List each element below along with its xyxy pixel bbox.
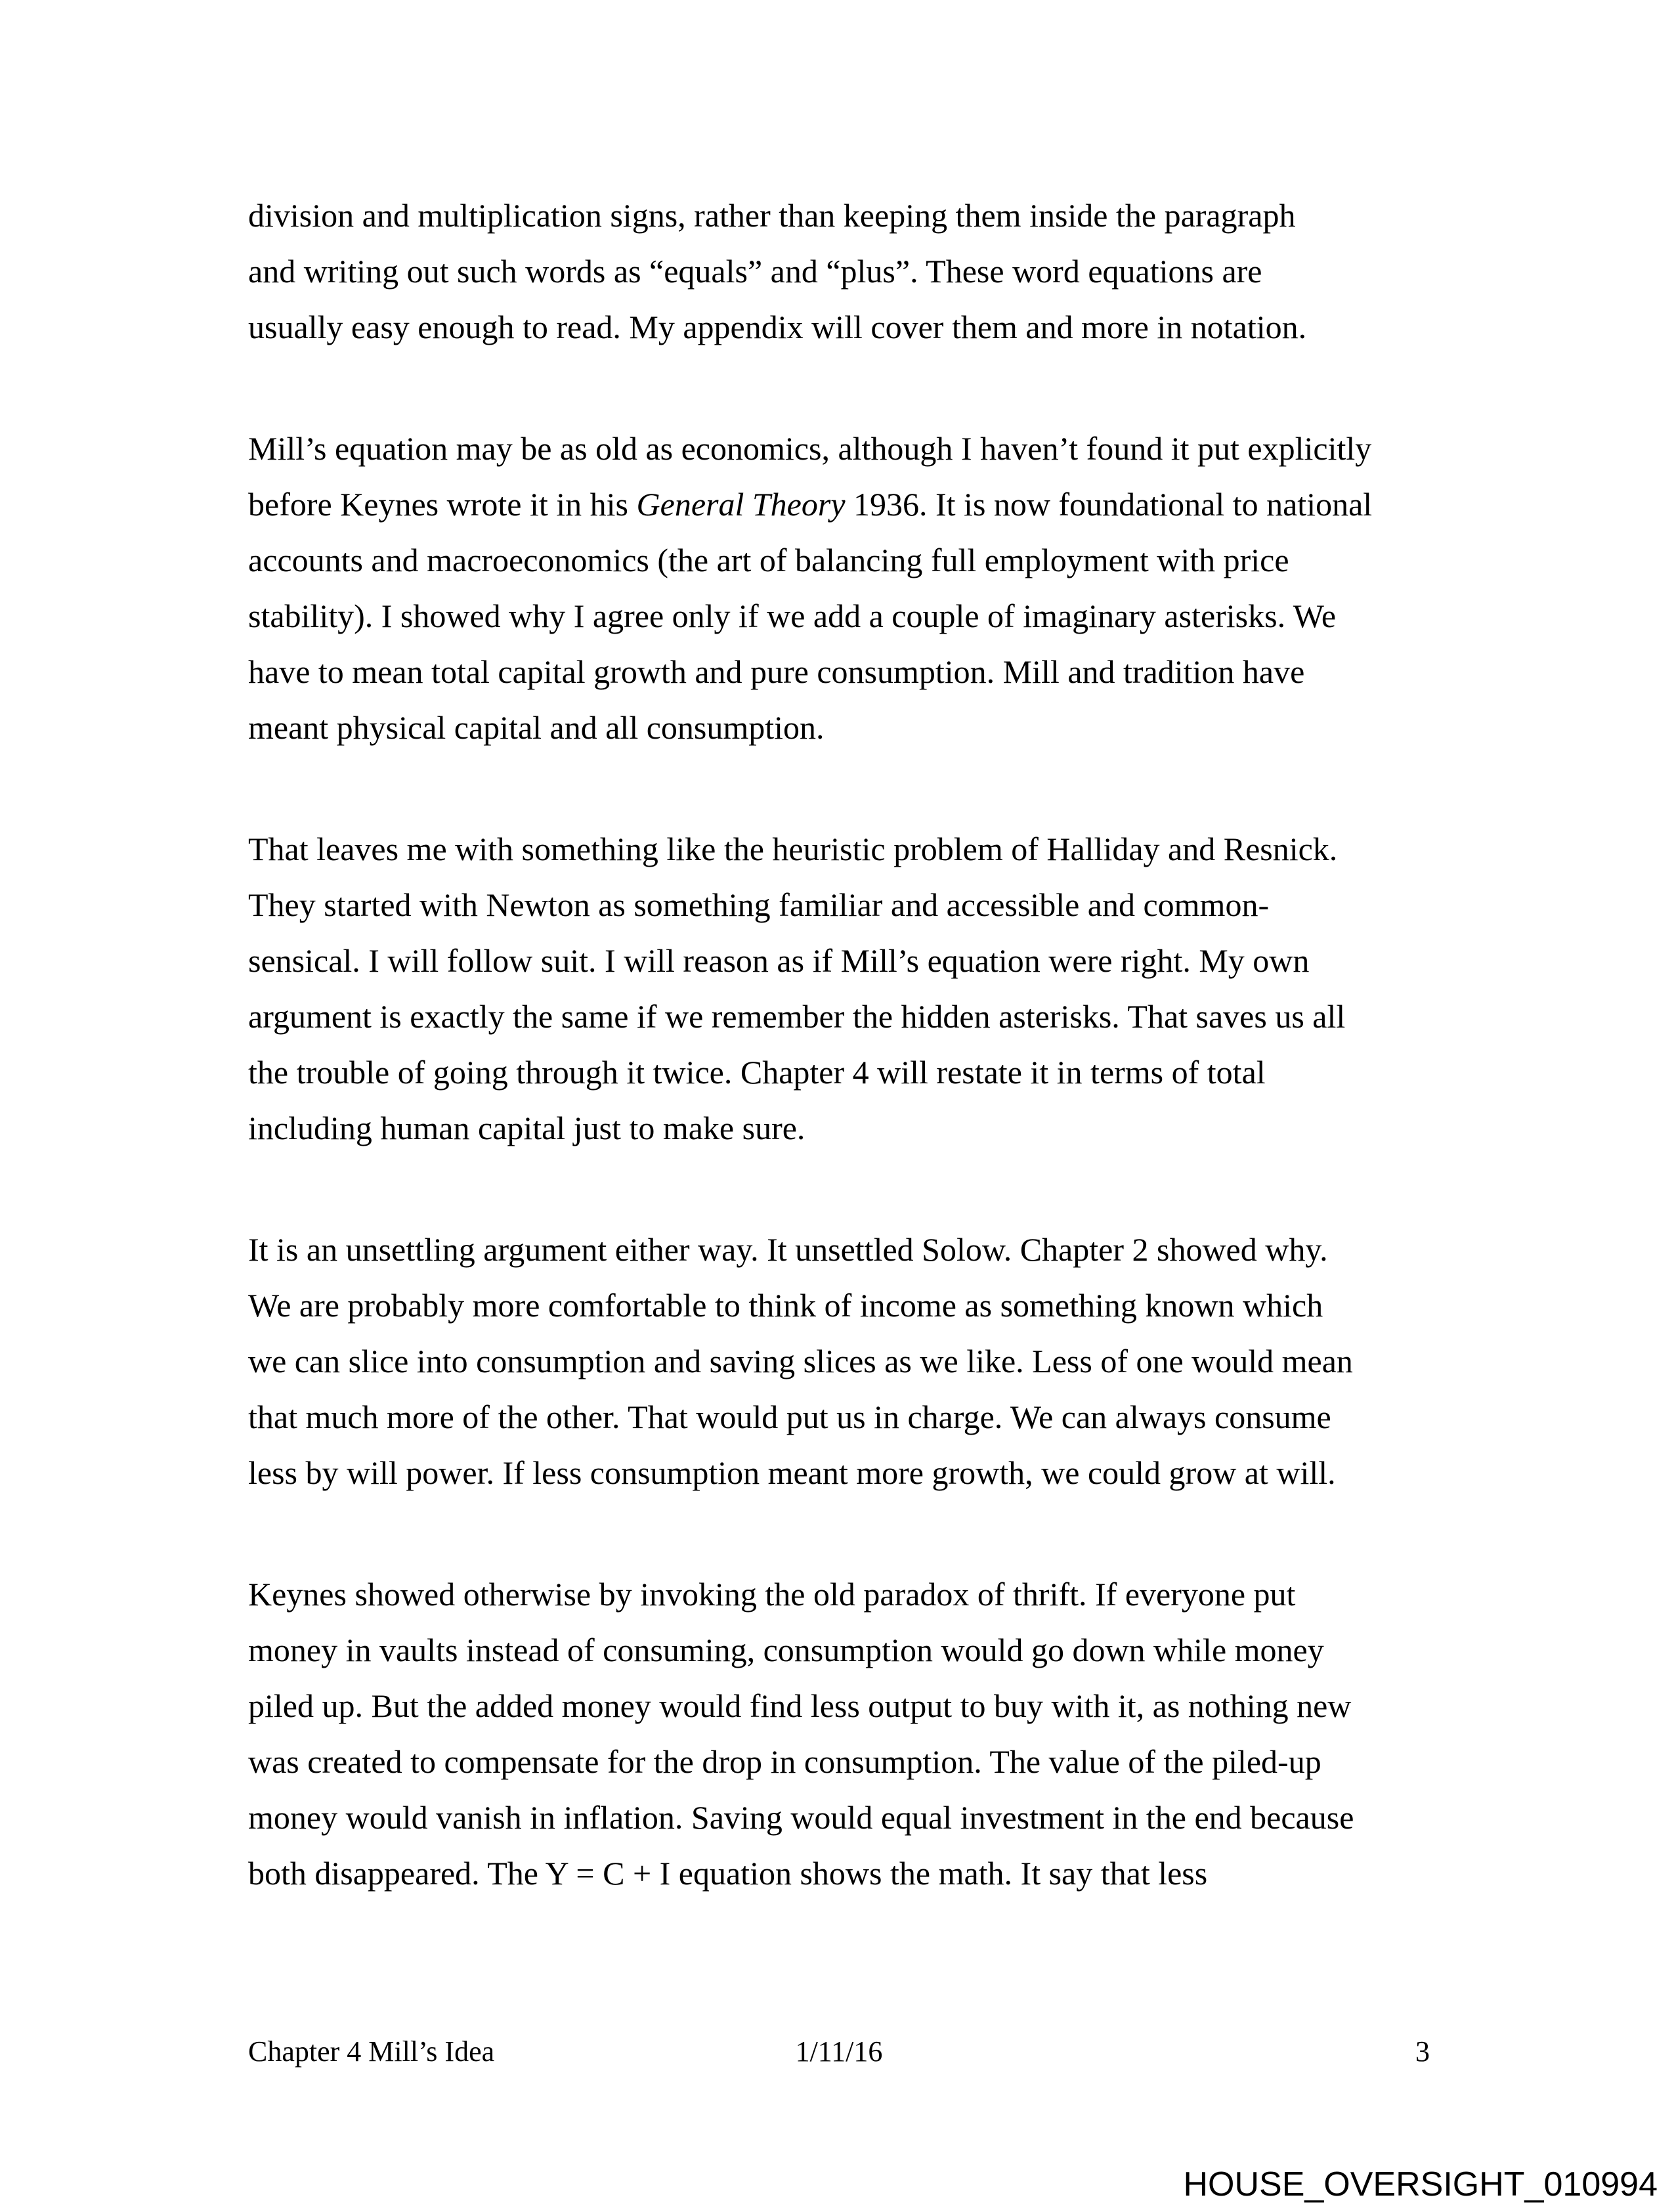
text-line — [248, 477, 1436, 532]
footer-chapter-label: Chapter 4 Mill’s Idea — [248, 2035, 495, 2068]
footer — [248, 2032, 1430, 2071]
text-line: usually easy enough to read. My appendix will cover them and more in notation. — [248, 309, 1307, 345]
text-line: money in vaults instead of consuming, consumption would go down while money — [248, 1632, 1324, 1668]
text-line: That leaves me with something like the heuristic problem of Halliday and Resnick. — [248, 831, 1338, 867]
text-line: money would vanish in inflation. Saving would equal investment in the end because — [248, 1799, 1354, 1836]
text-line: argument is exactly the same if we remember the hidden asterisks. That saves us all — [248, 998, 1346, 1035]
text-line: have to mean total capital growth and pure consumption. Mill and tradition have — [248, 653, 1305, 690]
text-line: stability). I showed why I agree only if we add a couple of imaginary asterisks. We — [248, 597, 1337, 634]
book-title-italic: General Theory — [636, 486, 846, 523]
text-line: both disappeared. The Y = C + I equation shows the math. It say that less — [248, 1855, 1208, 1892]
text-line: It is an unsettling argument either way. It unsettled Solow. Chapter 2 showed why. — [248, 1231, 1328, 1268]
text-line: was created to compensate for the drop in consumption. The value of the piled-up — [248, 1743, 1321, 1780]
text-line: including human capital just to make sure. — [248, 1110, 805, 1146]
text-line: We are probably more comfortable to think of income as something known which — [248, 1287, 1323, 1324]
paragraph-1 — [248, 188, 1436, 355]
text-line: Mill’s equation may be as old as economics, although I haven’t found it put explicitly — [248, 430, 1372, 467]
text-line: accounts and macroeconomics (the art of balancing full employment with price — [248, 542, 1289, 578]
paragraph-4 — [248, 1222, 1436, 1501]
body-text — [248, 188, 1436, 1901]
text-segment: before Keynes wrote it in his — [248, 486, 637, 523]
paragraph-3 — [248, 821, 1436, 1156]
watermark-bates-number: HOUSE_OVERSIGHT_010994 — [1183, 2165, 1658, 2203]
text-line: They started with Newton as something familiar and accessible and common- — [248, 886, 1270, 923]
text-line: we can slice into consumption and saving slices as we like. Less of one would mean — [248, 1343, 1353, 1379]
paragraph-2 — [248, 421, 1436, 756]
footer-date: 1/11/16 — [795, 2035, 883, 2068]
text-line: piled up. But the added money would find less output to buy with it, as nothing new — [248, 1687, 1352, 1724]
paragraph-5 — [248, 1567, 1436, 1901]
text-line: sensical. I will follow suit. I will reason as if Mill’s equation were right. My own — [248, 942, 1310, 979]
text-line: meant physical capital and all consumption. — [248, 709, 825, 746]
text-line: and writing out such words as “equals” and “plus”. These word equations are — [248, 253, 1262, 290]
text-line: division and multiplication signs, rather than keeping them inside the paragraph — [248, 197, 1296, 234]
text-line: Keynes showed otherwise by invoking the old paradox of thrift. If everyone put — [248, 1576, 1296, 1613]
text-line: less by will power. If less consumption meant more growth, we could grow at will. — [248, 1454, 1336, 1491]
text-line: the trouble of going through it twice. Chapter 4 will restate it in terms of total — [248, 1054, 1266, 1091]
footer-page-number: 3 — [1415, 2035, 1430, 2068]
text-line: that much more of the other. That would put us in charge. We can always consume — [248, 1399, 1331, 1435]
text-segment: 1936. It is now foundational to national — [845, 486, 1373, 523]
